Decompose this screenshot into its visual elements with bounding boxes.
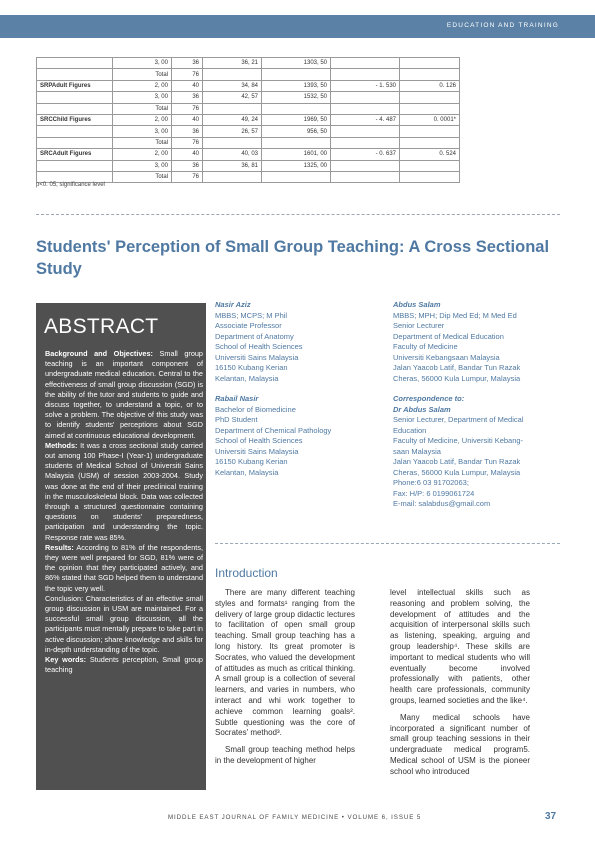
table-cell (37, 103, 113, 114)
table-cell (331, 58, 400, 69)
author-line: 16150 Kubang Kerian (215, 457, 288, 466)
table-cell (262, 69, 331, 80)
author-line: Universiti Sains Malaysia (215, 446, 299, 456)
table-cell: 36, 21 (203, 58, 262, 69)
author-name: Dr Abdus Salam (393, 404, 451, 414)
intro-paragraph: Small group teaching method helps in the development of higher (215, 745, 355, 765)
intro-column-2 (390, 588, 530, 778)
table-cell: 36, 81 (203, 160, 262, 171)
author-line: Kelantan, Malaysia (215, 373, 279, 383)
table-cell (203, 171, 262, 182)
author-line: Faculty of Medicine (393, 342, 458, 351)
author-line: PhD Student (215, 415, 258, 424)
author-line: 16150 Kubang Kerian (215, 363, 288, 372)
author-line: Senior Lecturer (393, 321, 445, 330)
table-cell (203, 137, 262, 148)
table-cell: 0. 524 (400, 149, 460, 160)
table-cell: 76 (172, 69, 203, 80)
table-cell (331, 171, 400, 182)
author-line: School of Health Sciences (215, 436, 303, 445)
table-row (37, 160, 460, 171)
table-cell (262, 103, 331, 114)
abstract-results-text: According to 81% of the respondents, they were well prepared for SGD, 81% were of the opinion that they participated actively, and 86% stated that SGD helped them to understand the topic very well. (45, 542, 203, 593)
table-cell: 2, 00 (113, 80, 172, 91)
author-line: Department of Medical Education (393, 331, 504, 341)
table-cell: 42, 57 (203, 92, 262, 103)
section-label: EDUCATION AND TRAINING (446, 22, 559, 29)
table-cell (262, 137, 331, 148)
table-cell: 36 (172, 58, 203, 69)
table-cell (37, 126, 113, 137)
table-cell: 2, 00 (113, 149, 172, 160)
author-line: Associate Professor (215, 321, 282, 330)
author-block-right (393, 300, 563, 510)
intro-column-1 (215, 588, 355, 767)
table-footnote: p<0. 05, significance level (36, 182, 105, 188)
abstract-conclusion-text: Conclusion: Characteristics of an effective small group discussion in USM are maintained. For a successful small group discussion, all the participants must mentally prepare to take part in active discussion; share knowledge and skills for in-depth understanding of the topic. (45, 593, 203, 654)
author-line: Bachelor of Biomedicine (215, 404, 296, 414)
page-number: 37 (545, 811, 557, 822)
table-cell (400, 126, 460, 137)
intro-paragraph: There are many different teaching styles and formats¹ ranging from the delivery of large group didactic lectures to facilitation of open small group teaching. Small group teaching has a long history. Its great promoter is Socrates, who valued the development of attitudes as much as critical thinking. A small group is a collection of several learners, and varies in numbers, who interact and whi work together to achieve common learning goals². Subtle questioning was the core of Socrates' method³. (215, 588, 355, 738)
table-cell: 1601, 00 (262, 149, 331, 160)
table-cell: 0. 0001* (400, 114, 460, 125)
table-cell: 34, 84 (203, 80, 262, 91)
spacer (215, 384, 385, 394)
table-cell: SRCChild Figures (37, 114, 113, 125)
author-line: Department of Chemical Pathology (215, 425, 332, 435)
table-cell: 3, 00 (113, 92, 172, 103)
abstract-keywords-text: Students perception, Small group teaching (45, 655, 203, 675)
divider (36, 214, 560, 215)
intro-heading: Introduction (215, 566, 278, 580)
table-cell: 40 (172, 114, 203, 125)
abstract-keywords-label: Key words: (45, 655, 87, 665)
table-cell (331, 137, 400, 148)
table-cell: 40 (172, 149, 203, 160)
table-cell: - 0. 637 (331, 149, 400, 160)
author-line: Jalan Yaacob Latif, Bandar Tun Razak (393, 457, 521, 466)
table-row (37, 58, 460, 69)
page-footer (0, 811, 595, 826)
table-cell: 76 (172, 103, 203, 114)
author-line: Kelantan, Malaysia (215, 467, 279, 477)
author-line: Jalan Yaacob Latif, Bandar Tun Razak (393, 363, 521, 372)
table-cell (37, 58, 113, 69)
author-line: saan Malaysia (393, 446, 441, 456)
table-row (37, 137, 460, 148)
author-block-left (215, 300, 385, 478)
author-name: Rabail Nasir (215, 394, 259, 403)
author-name: Abdus Salam (393, 300, 441, 309)
table-cell: 1969, 50 (262, 114, 331, 125)
abstract-bg-text: Small group teaching is an important component of undergraduate medical education. Central to the effectiveness of small group discussion (SGD) is the ability of the tutor and students to guide and discuss together, to understand a topic, or to solve a problem. The objective of this study was to identify students' perceptions about SGD aimed at continuous educational development. (45, 349, 203, 440)
author-line: Department of Anatomy (215, 331, 294, 341)
table-cell: 36 (172, 126, 203, 137)
abstract-body (45, 349, 203, 676)
table-cell: 1303, 50 (262, 58, 331, 69)
table-row (37, 103, 460, 114)
intro-paragraph: level intellectual skills such as reasoning and problem solving, the development of attitudes and the acquisition of interpersonal skills such as listening, speaking, arguing and group leadership⁴. These skills are important to medical students who will eventually become involved professionally with patients, other health care professionals, community groups, learned societies and the like⁴. (390, 588, 530, 705)
journal-name: MIDDLE EAST JOURNAL OF FAMILY MEDICINE • VOLUME 6, ISSUE 5 (168, 814, 422, 821)
table-row (37, 69, 460, 80)
table-cell: Total (113, 69, 172, 80)
intro-divider (215, 543, 560, 544)
author-line: E-mail: salabdus@gmail.com (393, 499, 491, 508)
table-cell: 36 (172, 160, 203, 171)
table-cell (203, 69, 262, 80)
author-line: Faculty of Medicine, Universiti Kebang- (393, 436, 524, 445)
author-line: Universiti Kebangsaan Malaysia (393, 352, 500, 362)
author-line: MBBS; MPH; Dip Med Ed; M Med Ed (393, 310, 517, 320)
intro-paragraph: Many medical schools have incorporated a significant number of small group teaching sessions in their undergraduate medical program5. Medical school of USM is the pioneer school who introduced (390, 712, 530, 776)
table-cell: 956, 50 (262, 126, 331, 137)
table-row (37, 80, 460, 91)
author-line: Senior Lecturer, Department of Medical (393, 415, 524, 424)
table-cell: 49, 24 (203, 114, 262, 125)
table-cell: Total (113, 103, 172, 114)
table-cell: 0. 126 (400, 80, 460, 91)
table-cell (331, 126, 400, 137)
table-cell (37, 92, 113, 103)
table-row (37, 92, 460, 103)
author-line: School of Health Sciences (215, 342, 303, 351)
table-row (37, 126, 460, 137)
table-cell (37, 69, 113, 80)
table-cell (203, 103, 262, 114)
section-header-bar (0, 15, 595, 38)
table-cell: 40, 03 (203, 149, 262, 160)
abstract-methods-text: It was a cross sectional study carried out among 100 Phase-I (Year-1) undergraduate students of Medical School of Universiti Sains Malaysia (USM) of session 2003-2004. Study was done at the end of their preclinical training in the musculoskeletal block. Data was collected through a structured questionnaire containing questions on students' preparedness, participation and understanding the topic. Response rate was 85%. (45, 440, 203, 542)
table-cell: Total (113, 171, 172, 182)
table-cell: 40 (172, 80, 203, 91)
table-cell: 1532, 50 (262, 92, 331, 103)
table-cell: - 4. 487 (331, 114, 400, 125)
article-title: Students' Perception of Small Group Teaching: A Cross Sectional Study (36, 238, 550, 278)
table-cell: 26, 57 (203, 126, 262, 137)
abstract-heading: ABSTRACT (44, 315, 159, 338)
table-cell: 3, 00 (113, 126, 172, 137)
table-cell: Total (113, 137, 172, 148)
table-cell (400, 69, 460, 80)
table-row (37, 114, 460, 125)
table-cell (262, 171, 331, 182)
table-cell: 3, 00 (113, 160, 172, 171)
table-cell: 1325, 00 (262, 160, 331, 171)
table-cell (331, 160, 400, 171)
table-cell (400, 92, 460, 103)
table-cell (400, 103, 460, 114)
table-cell: 36 (172, 92, 203, 103)
author-line: Universiti Sains Malaysia (215, 352, 299, 362)
table-cell (37, 160, 113, 171)
table-cell: 3, 00 (113, 58, 172, 69)
spacer (393, 384, 563, 394)
table-cell (37, 137, 113, 148)
author-line: Phone:6 03 91702063; (393, 478, 469, 487)
table-cell (400, 171, 460, 182)
author-name: Correspondence to: (393, 394, 465, 403)
table-row (37, 149, 460, 160)
author-line: Fax: H/P: 6 0199061724 (393, 488, 475, 498)
table-cell: SRCAdult Figures (37, 149, 113, 160)
abstract-bg-label: Background and Objectives: (45, 349, 153, 358)
abstract-results-label: Results: (45, 542, 74, 552)
author-line: Cheras, 56000 Kula Lumpur, Malaysia (393, 373, 521, 383)
table-cell (331, 69, 400, 80)
results-table (36, 57, 460, 183)
table-cell (400, 58, 460, 69)
table-cell (331, 92, 400, 103)
table-cell: - 1. 530 (331, 80, 400, 91)
table-cell: SRPAdult Figures (37, 80, 113, 91)
author-line: MBBS; MCPS; M Phil (215, 310, 288, 320)
table-cell: 1393, 50 (262, 80, 331, 91)
author-line: Cheras, 56000 Kula Lumpur, Malaysia (393, 467, 521, 477)
table-cell: 76 (172, 171, 203, 182)
abstract-box (36, 303, 206, 790)
abstract-methods-label: Methods: (45, 440, 78, 450)
table-cell (400, 160, 460, 171)
table-cell (400, 137, 460, 148)
author-line: Education (393, 425, 427, 435)
table-cell (331, 103, 400, 114)
table-cell: 2, 00 (113, 114, 172, 125)
author-name: Nasir Aziz (215, 300, 251, 309)
table-cell: 76 (172, 137, 203, 148)
